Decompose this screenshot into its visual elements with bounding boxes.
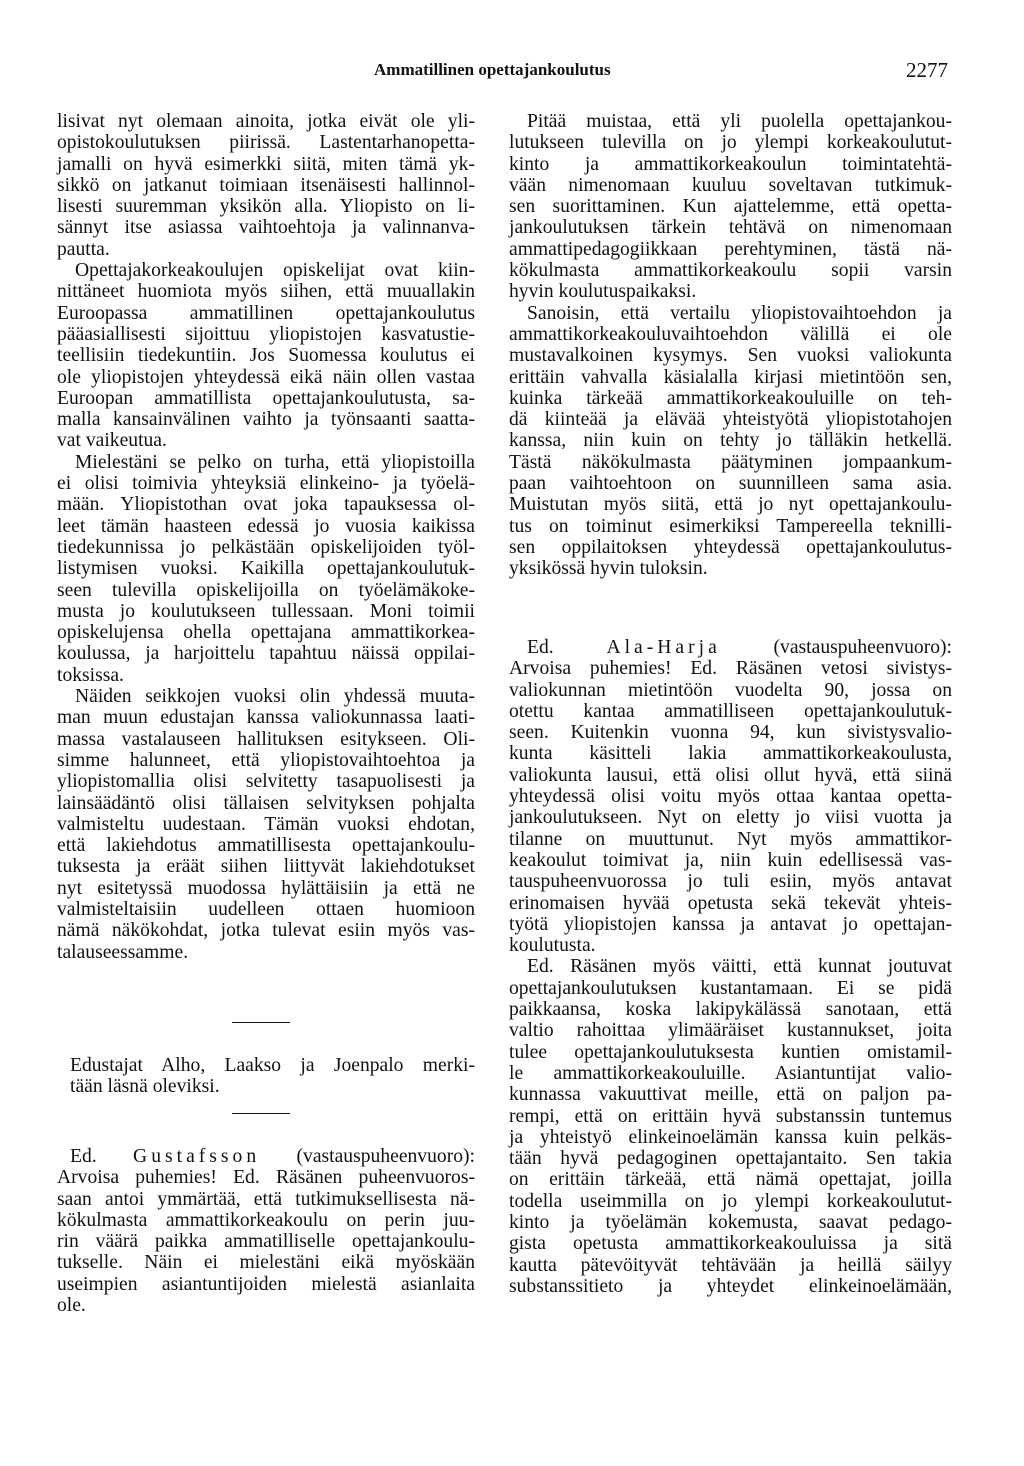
text-line: vat vaikeutua. [57,430,167,452]
text-line: sen oppilaitoksen yhteydessä opettajankoulutus- [509,536,952,558]
speech-heading [57,1146,475,1167]
text-line: kinto ja työelämän kokemusta, saavat pedago- [509,1212,952,1234]
text-line: sikkö on jatkanut toimiaan itsenäisesti hallinnol- [57,174,475,196]
text-line: Ed. Räsänen myös väitti, että kunnat joutuvat [527,956,952,978]
text-line: seen. Kuitenkin vuonna 94, kun sivistysvalio- [509,722,952,744]
text-line: teellisiin tiedekuntiin. Jos Suomessa koulutus ei [57,345,475,367]
section-divider [232,1113,290,1114]
text-line: valmisteltu uudestaan. Tämän vuoksi ehdotan, [57,813,475,835]
text-line: Arvoisa puhemies! Ed. Räsänen vetosi sivistys- [509,658,952,680]
speaker-name: Ala-Harja [606,637,721,658]
text-line: jankoulutukseen. Nyt on eletty jo viisi vuotta ja [509,807,952,829]
text-line: todella useimmilla on jo ylempi korkeakoulutut- [509,1190,952,1212]
running-header [0,58,1024,88]
speech-tag: (vastauspuheenvuoro): [720,637,952,658]
text-line: ole. [57,1295,86,1317]
text-line: erinomaisen hyvää opetusta sekä tekevät yhteis- [509,892,952,914]
text-line: yhteydessä olisi voitu myös ottaa kantaa opetta- [509,786,952,808]
text-line: kunta käsitteli lakia ammattikorkeakoulusta, [509,743,952,765]
text-line: koulutusta. [509,935,596,957]
text-line: kunnassa vakuuttivat meille, että on paljon pa- [509,1084,952,1106]
text-line: erittäin vahvalla käsialalla kirjasi mietintöön sen, [509,366,952,388]
attendance-note [70,1055,475,1098]
text-line: tään hyvä pedagoginen opettajantaito. Sen takia [509,1148,952,1170]
text-line: lisivat nyt olemaan ainoita, jotka eivät ole yli- [57,111,475,132]
section-divider [232,1022,290,1023]
text-line: sen suorittaminen. Kun ajattelemme, että opetta- [509,196,952,218]
text-line: valiokunnan mietintöön vuodelta 90, jossa on [509,679,952,701]
text-line: Euroopan ammatillista opettajankoulutusta, sa- [57,387,475,409]
text-line: kautta pätevöityvät tehtävään ja heillä säilyy [509,1254,952,1276]
text-line: vään nimenomaan kuuluu soveltavan tutkimuk- [509,174,952,196]
text-line: kökulmasta ammattikorkeakoulu sopii varsin [509,260,952,282]
text-line: gista opetusta ammattikorkeakouluissa ja sitä [509,1233,952,1255]
text-line: mään. Yliopistothan ovat joka tapauksessa ol- [57,494,475,516]
text-line: le ammattikorkeakouluille. Asiantuntijat valio- [509,1062,952,1084]
text-line: jankoulutuksen tärkein tehtävä on nimenomaan [509,217,952,239]
page-number: 2277 [906,58,948,82]
text-line: leet tämän haasteen edessä jo vuosia kaikissa [57,515,475,537]
text-line: Muistutan myös siitä, että jo nyt opettajankoulu- [509,494,952,516]
text-line: opettajankoulutuksen kustantamaan. Ei se pidä [509,977,952,999]
text-line: useimpien asiantuntijoiden mielestä asianlaita [57,1273,475,1295]
text-line: että lakiehdotus ammatillisesta opettajankoulu- [57,835,475,857]
text-line: dä kiinteää ja elävää yhteistyötä yliopistotahojen [509,409,952,431]
speech-ala-harja [509,637,952,1297]
text-line: opistokoulutuksen piirissä. Lastentarhanopetta- [57,132,475,154]
text-line: saan antoi ymmärtää, että tutkimuksellisesta nä- [57,1188,475,1210]
text-line: lutukseen tulevilla on jo ylempi korkeakoulutut- [509,132,952,154]
text-line: ammattikorkeakouluvaihtoehdon välillä ei ole [509,323,952,345]
text-line: työtä yliopistojen kanssa ja antavat jo opettajan- [509,913,952,935]
speech-tag: (vastauspuheenvuoro): [260,1146,475,1167]
text-line: lisesti suuremman yksikön alla. Yliopisto on li- [57,196,475,218]
text-line: paan vaihtoehtoon on suunnilleen sama asia. [509,473,952,495]
text-line: tilanne on muuttunut. Nyt myös ammattikor- [509,828,952,850]
text-line: rin väärä paikka ammatilliselle opettajankoulu- [57,1231,475,1253]
text-line: musta jo koulutukseen tullessaan. Moni toimii [57,600,475,622]
text-line: tuksesta ja eräät siihen liittyvät lakiehdotukset [57,856,475,878]
text-line: Näiden seikkojen vuoksi olin yhdessä muuta- [75,686,475,708]
text-line: ei olisi toimivia yhteyksiä elinkeino- ja työelä- [57,473,475,495]
speech-gustafsson [57,1146,475,1316]
text-line: Opettajakorkeakoulujen opiskelijat ovat kiin- [75,260,475,282]
text-line: ole yliopistojen yhteydessä eikä näin ollen vastaa [57,366,475,388]
text-line: sännyt itse asiassa vaihtoehtoja ja valinnanva- [57,217,475,239]
text-line: yksikössä hyvin tuloksin. [509,558,708,580]
text-line: toksissa. [57,664,124,686]
text-line: ammattipedagogiikkaan perehtyminen, tästä nä- [509,238,952,260]
text-line: malla kansainvälinen vaihto ja työnsaanti saatta- [57,409,475,431]
text-line: nämä näkökohdat, jotka tulevat esiin myös vas- [57,920,475,942]
text-line: Pitää muistaa, että yli puolella opettajankou- [527,111,952,132]
text-line: lainsäädäntö olisi tällaisen selvityksen pohjalta [57,792,475,814]
text-line: listymisen vuoksi. Kaikilla opettajankoulutuk- [57,558,475,580]
text-line: valmisteltaisiin uudelleen ottaen huomioon [57,898,475,920]
text-line: Arvoisa puhemies! Ed. Räsänen puheenvuoros- [57,1167,475,1189]
running-title: Ammatillinen opettajankoulutus [374,60,611,79]
text-line: ja yhteistyö elinkeinoelämän kanssa kuin pelkäs- [509,1126,952,1148]
text-line: Sanoisin, että vertailu yliopistovaihtoehdon ja [527,302,952,324]
text-line: talauseessamme. [57,941,189,963]
text-line: massa vastalauseen hallituksen esitykseen. Oli- [57,728,475,750]
text-line: paikkaansa, koska lakipykälässä sanotaan, että [509,999,952,1021]
text-line: on erittäin tärkeää, että nämä opettajat, joilla [509,1169,952,1191]
text-line: kinto ja ammattikorkeakoulun toimintatehtä- [509,153,952,175]
right-column [509,111,952,580]
text-line: hyvin koulutuspaikaksi. [509,281,697,303]
text-line: pautta. [57,238,110,260]
text-line: tauspuheenvuorossa jo tuli esiin, myös antavat [509,871,952,893]
text-line: koulussa, ja harjoittelu tapahtuu näissä oppilai- [57,643,475,665]
text-line: keakoulut toimivat ja, niin kuin edellisessä vas- [509,849,952,871]
text-line: substanssitieto ja yhteydet elinkeinoelämään, [509,1275,952,1297]
speech-prefix: Ed. [527,637,607,658]
text-line: kanssa, niin kuin on tehty jo tälläkin hetkellä. [509,430,952,452]
text-line: kökulmasta ammattikorkeakoulu on perin juu- [57,1209,475,1231]
text-line: man muun edustajan kanssa valiokunnassa laati- [57,707,475,729]
text-line: kuinka tärkeää ammattikorkeakouluille on teh- [509,387,952,409]
text-line: tukselle. Näin ei mielestäni eikä myöskään [57,1252,475,1274]
attendance-line: Edustajat Alho, Laakso ja Joenpalo merki- [70,1055,475,1076]
text-line: seen tulevilla opiskelijoilla on työelämäkoke- [57,579,475,601]
text-line: valtio rahoittaa ylimääräiset kustannukset, joita [509,1020,952,1042]
attendance-line: tään läsnä oleviksi. [70,1076,220,1098]
text-line: Mielestäni se pelko on turha, että yliopistoilla [75,451,475,473]
text-line: pääasiallisesti sijoittuu yliopistojen kasvatustie- [57,323,475,345]
speech-heading [509,637,952,658]
text-line: valiokunta lausui, että olisi ollut hyvä, että siinä [509,764,952,786]
text-line: opiskelujensa ohella opettajana ammattikorkea- [57,622,475,644]
text-line: tiedekunnissa jo pelkästään opiskelijoiden työl- [57,536,475,558]
text-line: nyt esitetyssä muodossa hylättäisiin ja että ne [57,877,475,899]
text-line: simme halunneet, että yliopistovaihtoehtoa ja [57,749,475,771]
text-line: nittäneet huomiota myös siihen, että muuallakin [57,281,475,303]
text-line: tulee opettajankoulutuksesta kuntien omistamil- [509,1041,952,1063]
text-line: jamalli on hyvä esimerkki siitä, miten tämä yk- [57,153,475,175]
left-column [57,111,475,963]
text-line: Tästä näkökulmasta päätyminen jompaankum- [509,451,952,473]
text-line: mustavalkoinen kysymys. Sen vuoksi valiokunta [509,345,952,367]
text-line: otettu kantaa ammatilliseen opettajankoulutuk- [509,700,952,722]
text-line: tus on toiminut esimerkiksi Tampereella teknilli- [509,515,952,537]
speaker-name: Gustafsson [133,1146,261,1167]
text-line: Euroopassa ammatillinen opettajankoulutus [57,302,475,324]
text-line: rempi, että on erittäin hyvä substanssin tuntemus [509,1105,952,1127]
text-line: yliopistomallia olisi selvitetty tasapuolisesti ja [57,771,475,793]
speech-prefix: Ed. [70,1146,134,1167]
